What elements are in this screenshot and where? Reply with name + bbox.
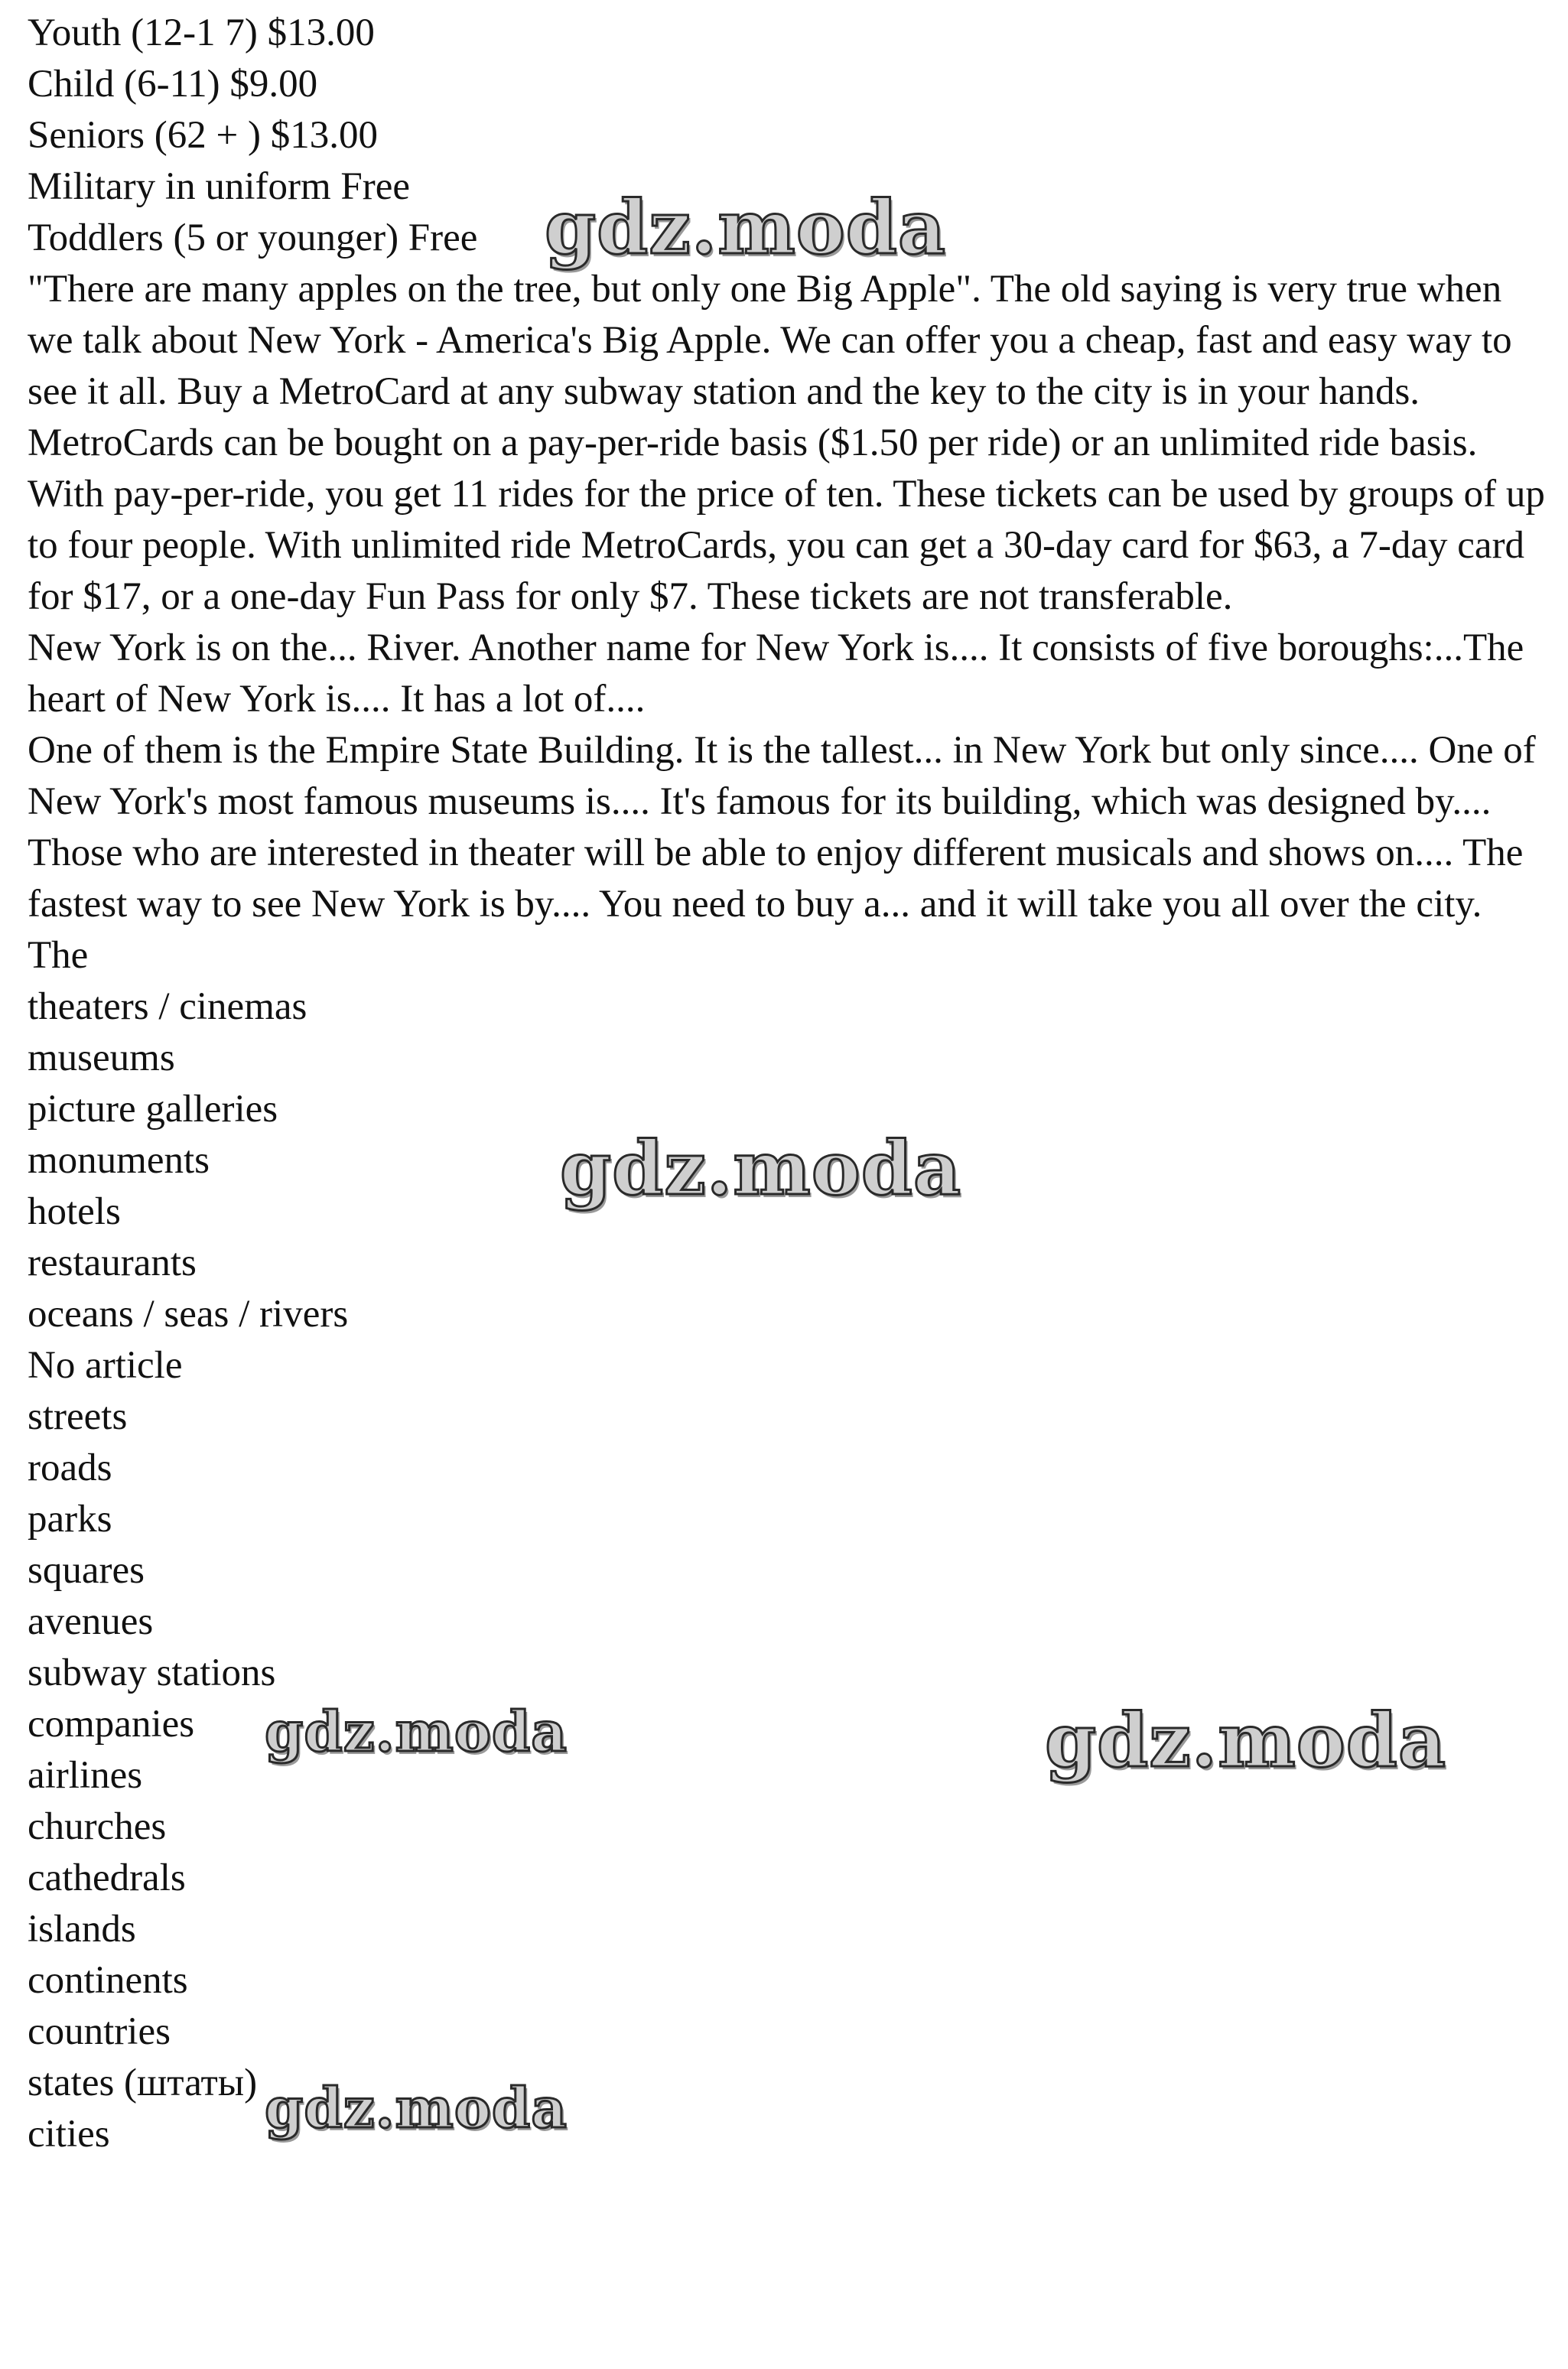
article-list-item: picture galleries: [28, 1088, 278, 1131]
paragraph-new-york-gaps: New York is on the... River. Another name for New York is.... It consists of five boroughs:...The heart of New York is.... It has a lot of....: [28, 626, 1524, 721]
no-article-list-item: companies: [28, 1703, 195, 1746]
price-toddlers: Toddlers (5 or younger) Free: [28, 216, 478, 259]
watermark-logo: gdz.moda: [560, 1125, 962, 1212]
article-list-item: monuments: [28, 1139, 210, 1182]
paragraph-empire-state-gaps: One of them is the Empire State Building. It is the tallest... in New York but only since.... One of New York's most famous museums is.... It's famous for its building, which was designed by.... Those who are interested in theater will be able to enjoy different musicals and shows on.... The fastest way to see New York is by.... You need to buy a... and it will take you all over the city.: [28, 729, 1536, 926]
watermark-logo: gdz.moda: [265, 2075, 568, 2140]
watermark-logo: gdz.moda: [1045, 1697, 1447, 1784]
no-article-list-item: streets: [28, 1395, 128, 1438]
no-article-list-item: airlines: [28, 1754, 143, 1797]
no-article-list-item: avenues: [28, 1600, 154, 1643]
document-page: [28, 8, 1550, 2160]
price-child: Child (6-11) $9.00: [28, 63, 318, 106]
no-article-list-item: states (штаты): [28, 2061, 258, 2104]
price-seniors: Seniors (62 + ) $13.00: [28, 114, 378, 157]
article-list-heading: The: [28, 934, 89, 977]
no-article-list-item: cities: [28, 2113, 110, 2156]
no-article-list-item: cathedrals: [28, 1856, 186, 1899]
no-article-list-item: squares: [28, 1549, 145, 1592]
article-list-item: hotels: [28, 1190, 121, 1233]
no-article-list-item: continents: [28, 1959, 188, 2002]
no-article-list-heading: No article: [28, 1344, 183, 1387]
paragraph-metrocards: MetroCards can be bought on a pay-per-ride basis ($1.50 per ride) or an unlimited ride basis. With pay-per-ride, you get 11 rides for the price of ten. These tickets can be used by groups of up to four people. With unlimited ride MetroCards, you can get a 30-day card for $63, a 7-day card for $17, or a one-day Fun Pass for only $7. These tickets are not transferable.: [28, 421, 1545, 618]
no-article-list-item: countries: [28, 2010, 171, 2053]
no-article-list-item: parks: [28, 1498, 112, 1541]
no-article-list-item: roads: [28, 1446, 112, 1489]
price-military: Military in uniform Free: [28, 165, 410, 208]
no-article-list-item: subway stations: [28, 1651, 276, 1694]
watermark-logo: gdz.moda: [265, 1699, 568, 1764]
no-article-list-item: churches: [28, 1805, 167, 1848]
article-list-item: restaurants: [28, 1241, 197, 1284]
paragraph-big-apple: "There are many apples on the tree, but only one Big Apple". The old saying is very true when we talk about New York - America's Big Apple. We can offer you a cheap, fast and easy way to see it all. Buy a MetroCard at any subway station and the key to the city is in your hands.: [28, 268, 1512, 413]
watermark-logo: gdz.moda: [545, 184, 947, 271]
price-youth: Youth (12-1 7) $13.00: [28, 11, 375, 54]
article-list-item: museums: [28, 1036, 175, 1079]
article-list-item: oceans / seas / rivers: [28, 1293, 349, 1336]
article-list-item: theaters / cinemas: [28, 985, 307, 1028]
no-article-list-item: islands: [28, 1908, 136, 1951]
